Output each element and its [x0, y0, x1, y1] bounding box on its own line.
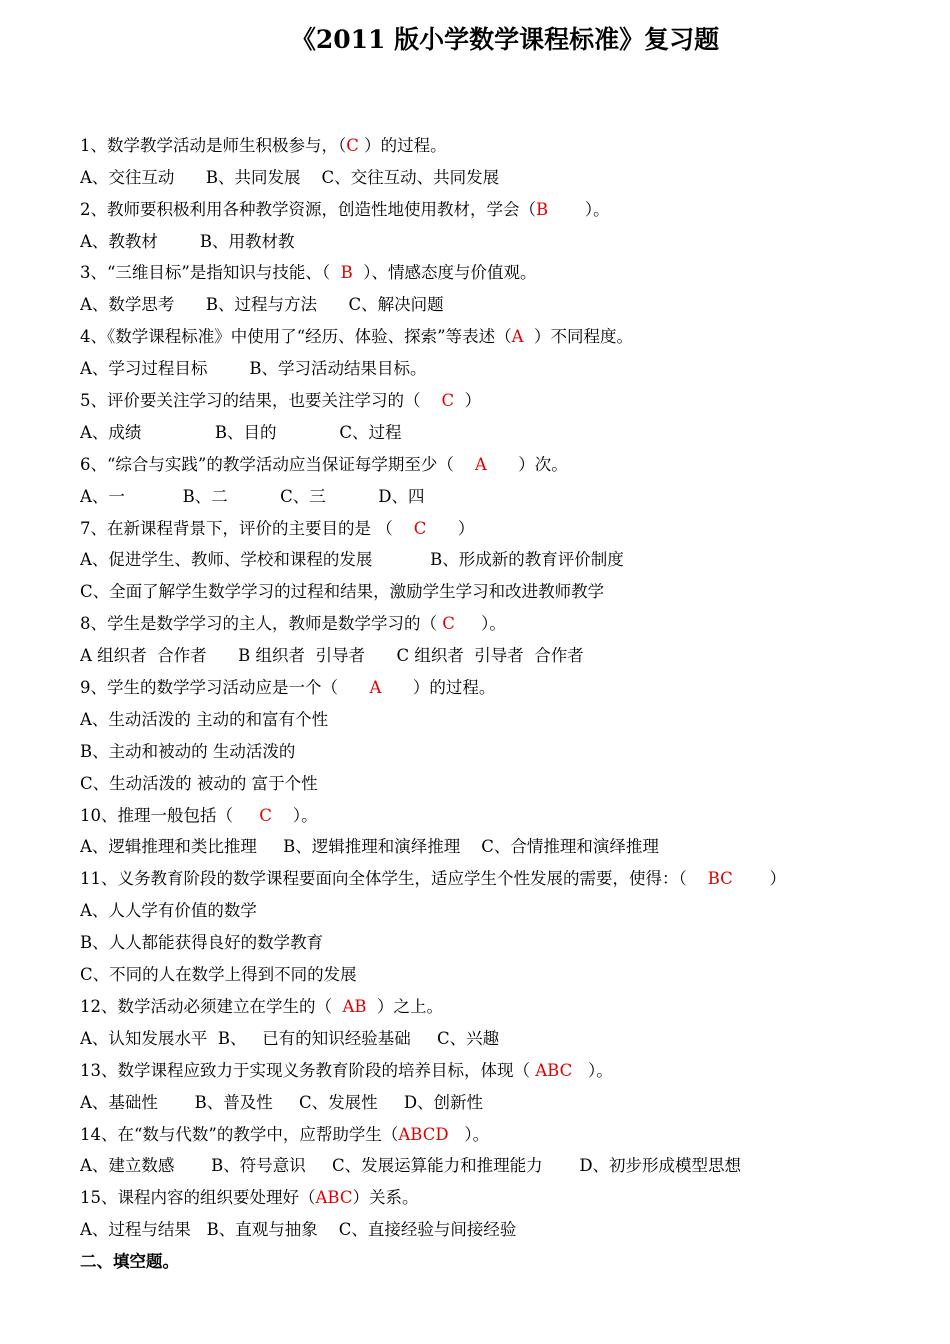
- page-title: 《2011 版小学数学课程标准》复习题: [290, 25, 720, 54]
- option-line: A、成绩 B、目的 C、过程: [80, 422, 402, 442]
- stem-text: 2、教师要积极利用各种教学资源，创造性地使用教材，学会（: [80, 199, 536, 219]
- answer-text: C: [346, 135, 359, 155]
- question-stem: [80, 991, 920, 1023]
- stem-text: 10、推理一般包括（: [80, 805, 260, 825]
- option-line: A 组织者 合作者 B 组织者 引导者 C 组织者 引导者 合作者: [80, 646, 584, 666]
- stem-text: ）不同程度。: [523, 327, 634, 347]
- answer-text: C: [413, 518, 427, 538]
- section-heading-fill: 二、填空题。: [80, 1252, 179, 1272]
- stem-text: 11、义务教育阶段的数学课程要面向全体学生，适应学生个性发展的需要，使得：（: [80, 869, 708, 889]
- option-line: A、人人学有价值的数学: [80, 901, 257, 921]
- answer-text: AB: [342, 996, 367, 1016]
- option-line: A、基础性 B、普及性 C、发展性 D、创新性: [80, 1092, 484, 1112]
- option-line: A、过程与结果 B、直观与抽象 C、直接经验与间接经验: [80, 1220, 517, 1240]
- stem-text: ）、情感态度与价值观。: [352, 263, 537, 283]
- stem-text: ）: [454, 391, 482, 411]
- option-line: A、促进学生、教师、学校和课程的发展 B、形成新的教育评价制度: [80, 550, 624, 570]
- option-line: B、主动和被动的 生动活泼的: [80, 741, 296, 761]
- answer-text: B: [340, 263, 353, 283]
- stem-text: ）的过程。: [381, 678, 496, 698]
- question-stem: [80, 800, 920, 832]
- option-line: A、交往互动 B、共同发展 C、交往互动、共同发展: [80, 167, 500, 187]
- stem-text: ）。: [548, 199, 610, 219]
- stem-text: 12、数学活动必须建立在学生的（: [80, 996, 343, 1016]
- stem-text: ）。: [454, 614, 506, 634]
- stem-text: 13、数学课程应致力于实现义务教育阶段的培养目标，体现（: [80, 1060, 536, 1080]
- stem-text: ）。: [271, 805, 318, 825]
- option-line: A、数学思考 B、过程与方法 C、解决问题: [80, 295, 444, 315]
- option-line: C、不同的人在数学上得到不同的发展: [80, 965, 357, 985]
- answer-text: A: [511, 327, 524, 347]
- stem-text: 1、数学教学活动是师生积极参与，（: [80, 135, 347, 155]
- stem-text: 6、“综合与实践”的教学活动应当保证每学期至少（: [80, 454, 475, 474]
- stem-text: ）关系。: [352, 1188, 419, 1208]
- question-stem: [80, 513, 920, 545]
- stem-text: ）次。: [486, 454, 568, 474]
- stem-text: 3、“三维目标”是指知识与技能、（: [80, 263, 341, 283]
- stem-text: ）。: [572, 1060, 613, 1080]
- stem-text: 15、课程内容的组织要处理好（: [80, 1188, 316, 1208]
- option-line: A、建立数感 B、符号意识 C、发展运算能力和推理能力 D、初步形成模型思想: [80, 1156, 742, 1176]
- stem-text: ）: [426, 518, 475, 538]
- stem-text: 7、在新课程背景下，评价的主要目的是 （: [80, 518, 414, 538]
- answer-text: B: [536, 199, 549, 219]
- answer-text: C: [441, 391, 455, 411]
- answer-text: C: [442, 614, 455, 634]
- option-line: C、生动活泼的 被动的 富于个性: [80, 773, 318, 793]
- answer-text: A: [369, 678, 382, 698]
- question-stem: [80, 130, 920, 162]
- question-stem: [80, 321, 920, 353]
- stem-text: 5、评价要关注学习的结果，也要关注学习的（: [80, 391, 442, 411]
- question-stem: [80, 1182, 920, 1214]
- answer-text: ABC: [315, 1188, 353, 1208]
- option-line: A、学习过程目标 B、学习活动结果目标。: [80, 359, 427, 379]
- option-line: A、生动活泼的 主动的和富有个性: [80, 709, 329, 729]
- stem-text: 14、在“数与代数”的教学中，应帮助学生（: [80, 1124, 399, 1144]
- stem-text: 4、《数学课程标准》中使用了“经历、体验、探索”等表述（: [80, 327, 512, 347]
- option-line: A、认知发展水平 B、 已有的知识经验基础 C、兴趣: [80, 1028, 500, 1048]
- document-body: [80, 98, 920, 1278]
- option-line: A、教教材 B、用教材教: [80, 231, 295, 251]
- stem-text: 9、学生的数学学习活动应是一个（: [80, 678, 370, 698]
- question-stem: [80, 608, 920, 640]
- question-list: [80, 130, 920, 1246]
- stem-text: ）之上。: [366, 996, 444, 1016]
- answer-text: ABC: [535, 1060, 573, 1080]
- question-stem: [80, 1055, 920, 1087]
- stem-text: ）的过程。: [358, 135, 447, 155]
- option-line: A、逻辑推理和类比推理 B、逻辑推理和演绎推理 C、合情推理和演绎推理: [80, 837, 659, 857]
- option-line: B、人人都能获得良好的数学教育: [80, 933, 324, 953]
- stem-text: ）。: [448, 1124, 490, 1144]
- question-stem: [80, 449, 920, 481]
- stem-text: ）: [732, 869, 787, 889]
- question-stem: [80, 863, 920, 895]
- option-line: C、全面了解学生数学学习的过程和结果，激励学生学习和改进教师教学: [80, 582, 605, 602]
- question-stem: [80, 672, 920, 704]
- question-stem: [80, 194, 920, 226]
- question-stem: [80, 385, 920, 417]
- question-stem: [80, 1119, 920, 1151]
- answer-text: A: [474, 454, 487, 474]
- answer-text: ABCD: [398, 1124, 449, 1144]
- option-line: A、一 B、二 C、三 D、四: [80, 486, 425, 506]
- answer-text: C: [259, 805, 272, 825]
- section-heading-choice: [80, 98, 920, 130]
- question-stem: [80, 257, 920, 289]
- stem-text: 8、学生是数学学习的主人，教师是数学学习的（: [80, 614, 443, 634]
- answer-text: BC: [707, 869, 733, 889]
